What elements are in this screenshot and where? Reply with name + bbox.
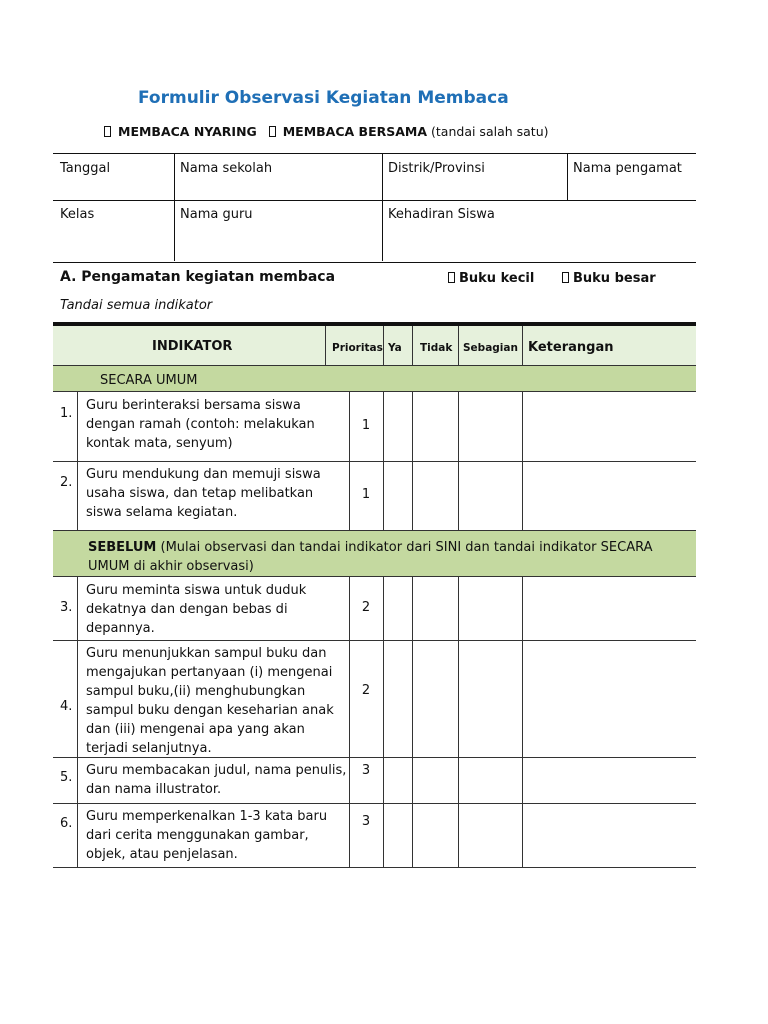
- mode-option-bersama: MEMBACA BERSAMA: [282, 124, 428, 139]
- indicator-table: [53, 322, 696, 868]
- book-small-option[interactable]: [448, 271, 534, 286]
- section-sebelum: [88, 538, 683, 576]
- info-grid: [53, 153, 696, 263]
- row-4-indicator: Guru menunjukkan sampul buku dan mengajukan pertanyaan (i) mengenai sampul buku,(ii) menghubungkan sampul buku dengan keseharian anak dan (iii) mengenai apa yang akan terjadi selanjutnya.: [86, 646, 334, 756]
- header-keterangan: Keterangan: [528, 340, 614, 355]
- book-big-checkbox[interactable]: [562, 272, 569, 283]
- main-title: Formulir Observasi Kegiatan Membaca: [138, 88, 509, 108]
- row-2-priority: 1: [361, 487, 371, 502]
- field-nama-guru[interactable]: Nama guru: [180, 207, 253, 222]
- header-tidak: Tidak: [420, 342, 453, 354]
- row-3-indicator: Guru meminta siswa untuk duduk dekatnya dan dengan bebas di depannya.: [86, 583, 307, 636]
- row-3-priority: 2: [361, 600, 371, 615]
- mode-option-nyaring: MEMBACA NYARING: [118, 124, 257, 139]
- instruction-hint: Tandai semua indikator: [60, 298, 213, 313]
- reading-mode-line: [104, 124, 549, 139]
- field-tanggal[interactable]: Tanggal: [60, 161, 111, 176]
- mode-note: (tandai salah satu): [431, 124, 549, 139]
- mode-checkbox-bersama[interactable]: [269, 126, 276, 137]
- sebelum-instruction: (Mulai observasi dan tandai indikator dari SINI dan tandai indikator SECARA UMUM di akhir observasi): [88, 540, 653, 574]
- row-4-priority: 2: [361, 683, 371, 698]
- row-5-indicator: Guru membacakan judul, nama penulis, dan nama illustrator.: [86, 763, 347, 797]
- section-secara-umum: SECARA UMUM: [100, 373, 198, 388]
- row-2-number: 2.: [60, 475, 73, 490]
- field-nama-pengamat[interactable]: Nama pengamat: [573, 161, 682, 176]
- book-small-checkbox[interactable]: [448, 272, 455, 283]
- header-indikator: INDIKATOR: [152, 339, 233, 354]
- row-6-priority: 3: [361, 814, 371, 829]
- row-1-number: 1.: [60, 406, 73, 421]
- sebelum-label: SEBELUM: [88, 540, 157, 555]
- field-nama-sekolah[interactable]: Nama sekolah: [180, 161, 273, 176]
- row-6-number: 6.: [60, 816, 73, 831]
- row-6-indicator: Guru memperkenalkan 1-3 kata baru dari cerita menggunakan gambar, objek, atau penjelasan.: [86, 809, 328, 862]
- field-kelas[interactable]: Kelas: [60, 207, 95, 222]
- row-1-indicator: Guru berinteraksi bersama siswa dengan ramah (contoh: melakukan kontak mata, senyum): [86, 398, 315, 451]
- book-small-label: Buku kecil: [459, 271, 535, 286]
- row-5-priority: 3: [361, 763, 371, 778]
- section-a-heading: A. Pengamatan kegiatan membaca: [60, 269, 336, 285]
- row-2-indicator: Guru mendukung dan memuji siswa usaha siswa, dan tetap melibatkan siswa selama kegiatan.: [86, 467, 321, 520]
- book-big-label: Buku besar: [573, 271, 656, 286]
- row-3-number: 3.: [60, 600, 73, 615]
- field-kehadiran[interactable]: Kehadiran Siswa: [388, 207, 495, 222]
- header-ya: Ya: [388, 342, 402, 354]
- mode-checkbox-nyaring[interactable]: [104, 126, 111, 137]
- book-big-option[interactable]: [562, 271, 656, 286]
- header-sebagian: Sebagian: [463, 342, 518, 354]
- row-4-number: 4.: [60, 699, 73, 714]
- field-distrik[interactable]: Distrik/Provinsi: [388, 161, 485, 176]
- row-5-number: 5.: [60, 770, 73, 785]
- row-1-priority: 1: [361, 418, 371, 433]
- header-prioritas: Prioritas: [332, 342, 383, 354]
